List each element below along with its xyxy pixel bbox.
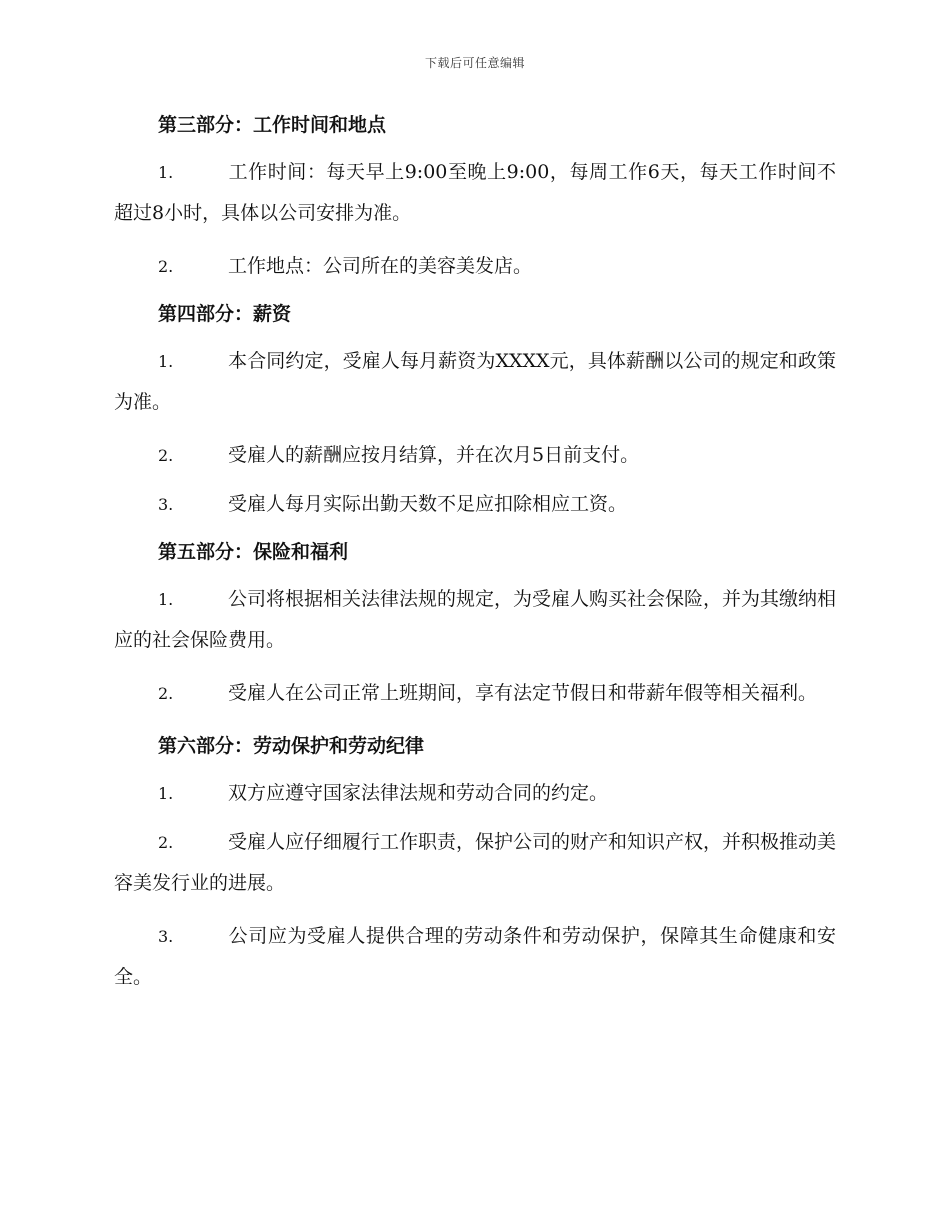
item-text: 受雇人每月实际出勤天数不足应扣除相应工资。 (228, 493, 628, 515)
list-item (114, 484, 836, 525)
item-number: 1. (158, 163, 174, 182)
list-item (114, 341, 836, 422)
list-item (114, 822, 836, 903)
list-item (114, 773, 836, 814)
list-item (114, 579, 836, 660)
item-text: 受雇人的薪酬应按月结算，并在次月5日前支付。 (228, 444, 640, 466)
section-heading: 第六部分：劳动保护和劳动纪律 (158, 735, 425, 757)
item-number: 2. (158, 833, 174, 852)
item-text: 工作时间：每天早上9:00至晚上9:00，每周工作6天，每天工作时间不超过8小时，具体以公司安排为准。 (114, 161, 836, 224)
item-number: 2. (158, 684, 174, 703)
item-text: 受雇人应仔细履行工作职责，保护公司的财产和知识产权，并积极推动美容美发行业的进展。 (114, 831, 837, 894)
section-heading: 第四部分：薪资 (158, 303, 292, 325)
list-item (114, 673, 836, 714)
page-header: 下载后可任意编辑 (424, 56, 525, 70)
document-body (114, 106, 836, 997)
section-heading: 第三部分：工作时间和地点 (158, 114, 387, 136)
list-item (114, 246, 836, 287)
item-number: 1. (158, 590, 174, 609)
item-number: 2. (158, 257, 174, 276)
item-text: 公司应为受雇人提供合理的劳动条件和劳动保护，保障其生命健康和安全。 (114, 925, 836, 988)
list-item (114, 435, 836, 476)
item-text: 本合同约定，受雇人每月薪资为XXXX元，具体薪酬以公司的规定和政策为准。 (114, 350, 836, 413)
item-number: 3. (158, 927, 174, 946)
list-item (114, 152, 836, 233)
item-number: 1. (158, 352, 174, 371)
item-text: 工作地点：公司所在的美容美发店。 (228, 255, 533, 277)
list-item (114, 916, 836, 997)
item-text: 双方应遵守国家法律法规和劳动合同的约定。 (228, 782, 609, 804)
section-heading: 第五部分：保险和福利 (158, 541, 349, 563)
item-text: 公司将根据相关法律法规的规定，为受雇人购买社会保险，并为其缴纳相应的社会保险费用。 (114, 588, 837, 651)
item-text: 受雇人在公司正常上班期间，享有法定节假日和带薪年假等相关福利。 (228, 682, 818, 704)
item-number: 2. (158, 446, 174, 465)
item-number: 1. (158, 784, 174, 803)
item-number: 3. (158, 495, 174, 514)
